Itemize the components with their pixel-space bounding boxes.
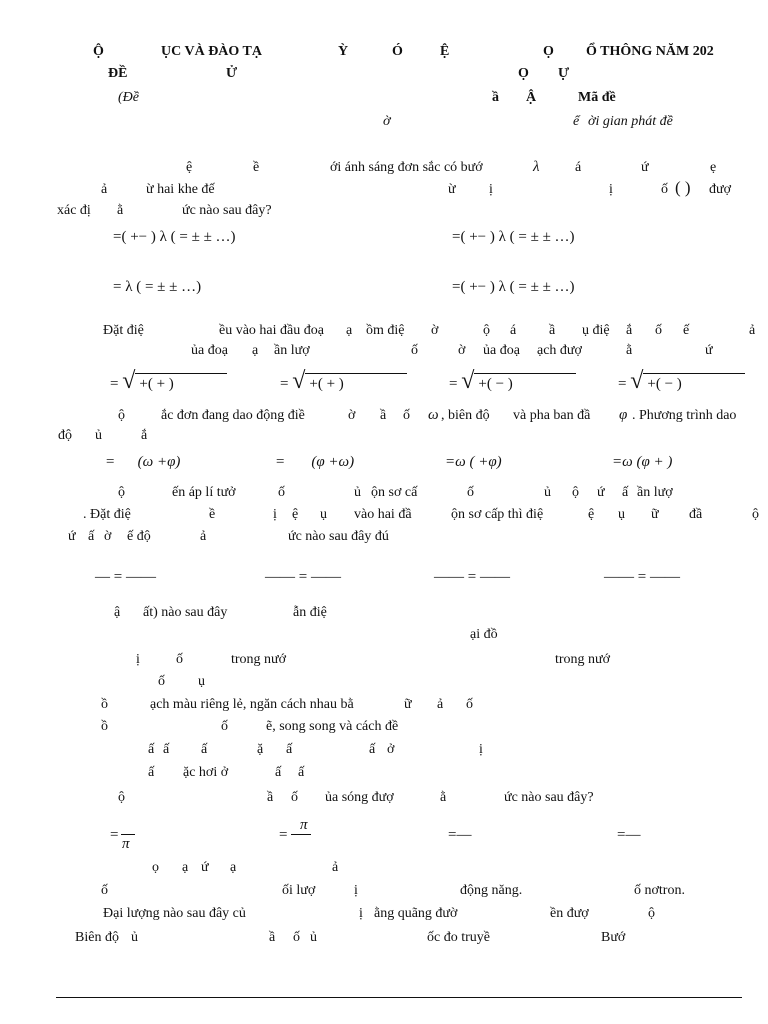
- question-text: ộ: [572, 485, 579, 500]
- option-c[interactable]: [445, 453, 502, 471]
- sqrt-sign: √: [630, 368, 644, 394]
- question-text: ứ: [68, 529, 76, 544]
- question-text: á: [575, 160, 582, 175]
- question-text: ạ: [182, 860, 189, 875]
- option-d[interactable]: trong nướ: [555, 652, 611, 667]
- question-text: ằng quãng đườ: [374, 906, 458, 921]
- option-formula: =ω ( +φ): [445, 454, 502, 470]
- question-text: ức nào sau đây?: [182, 203, 272, 218]
- option-c[interactable]: trong nướ: [231, 652, 287, 667]
- question-text: á: [510, 323, 517, 338]
- option-b[interactable]: [265, 568, 341, 586]
- option-a[interactable]: ố: [101, 883, 108, 898]
- option-formula: =: [279, 827, 288, 843]
- question-text: ố: [467, 485, 474, 500]
- question-text: vào hai đầ: [354, 507, 412, 522]
- option-c[interactable]: [434, 568, 510, 586]
- option-d[interactable]: [612, 453, 672, 471]
- header-text: Ậ: [526, 90, 537, 105]
- option-a[interactable]: = (ω +φ): [105, 454, 181, 470]
- question-text: ần lượ: [637, 485, 673, 500]
- question-text: . Phương trình dao: [632, 408, 737, 423]
- question-text: ố: [403, 408, 410, 423]
- option-a[interactable]: = √ +( + ): [110, 370, 227, 393]
- sqrt-sign: √: [461, 368, 475, 394]
- question-text: ủ: [354, 485, 361, 500]
- question-text: ẽ, song song và cách đề: [266, 719, 399, 734]
- question-text: đượ: [709, 182, 731, 197]
- question-text: ứ: [201, 860, 209, 875]
- question-text: ầ: [267, 790, 274, 805]
- question-text: ắ: [141, 428, 148, 443]
- question-text: ụ: [198, 674, 205, 689]
- time-note: ời gian phát đề: [588, 114, 673, 129]
- question-text: ạ: [252, 343, 259, 358]
- question-text: ấ: [88, 529, 95, 544]
- question-text: ữ: [404, 697, 412, 712]
- option-b[interactable]: ại đồ: [470, 627, 498, 642]
- header-text: Ử: [226, 66, 238, 81]
- question-text: ộ: [752, 507, 759, 522]
- question-text: ới ánh sáng đơn sắc có bướ: [330, 160, 483, 175]
- question-text: ẫn điệ: [293, 605, 327, 620]
- sqrt-sign: √: [122, 368, 136, 394]
- question-text: ắc đơn đang dao động điề: [161, 408, 305, 423]
- option-d[interactable]: = √ +( − ): [618, 370, 745, 393]
- question-text: ứ: [705, 343, 713, 358]
- question-text: ấ: [163, 742, 170, 757]
- question-text: ặ: [257, 742, 264, 757]
- header-text: ầ: [492, 90, 499, 105]
- question-text: ền đượ: [550, 906, 589, 921]
- lambda-symbol: λ: [533, 159, 540, 175]
- question-text: ều vào hai đầu đoạ: [219, 323, 324, 338]
- footer-divider: [56, 997, 742, 998]
- question-text: . Đặt điệ: [83, 507, 131, 522]
- header-text: Ó: [392, 44, 403, 59]
- option-b[interactable]: = √ +( + ): [280, 370, 407, 393]
- question-text: ấ: [201, 742, 208, 757]
- question-text: ị: [489, 182, 493, 197]
- header-note: ể: [573, 114, 580, 129]
- question-text: ị: [273, 507, 277, 522]
- option-c[interactable]: [448, 826, 471, 844]
- question-text: ấ: [275, 765, 282, 780]
- question-text: ấ: [286, 742, 293, 757]
- question-text: đầ: [689, 507, 703, 522]
- question-text: ờ: [348, 408, 356, 423]
- question-text: ộn sơ cấp thì điệ: [451, 507, 544, 522]
- question-text: ị: [359, 906, 363, 921]
- fraction-bar: [291, 834, 311, 835]
- question-text: ộ: [118, 485, 125, 500]
- question-text: ố: [661, 182, 668, 197]
- option-formula: — = ——: [95, 569, 156, 585]
- question-text: ụ: [320, 507, 327, 522]
- header-text: Ệ: [440, 44, 450, 59]
- question-text: ủa đoạ: [483, 343, 520, 358]
- option-formula: (ω +φ): [137, 454, 181, 470]
- option-b[interactable]: [452, 228, 575, 246]
- option-b[interactable]: = (φ +ω): [275, 454, 355, 470]
- option-formula: =ω (φ + ): [612, 454, 673, 470]
- option-formula: —— = ——: [434, 569, 510, 585]
- question-text: , biên độ: [441, 408, 490, 423]
- question-text: ằ: [626, 343, 633, 358]
- option-formula: —— = ——: [265, 569, 341, 585]
- option-formula: =—: [448, 827, 472, 843]
- question-text: ấ: [622, 485, 629, 500]
- question-text: ố: [278, 485, 285, 500]
- header-text: ĐỀ: [108, 66, 128, 81]
- question-text: ố: [221, 719, 228, 734]
- question-text: ờ: [431, 323, 439, 338]
- question-text: ố: [176, 652, 183, 667]
- header-text: Ỳ: [338, 44, 349, 59]
- question-text: ủa đoạ: [191, 343, 228, 358]
- question-text: ạ: [346, 323, 353, 338]
- question-text: ần lượ: [274, 343, 310, 358]
- option-formula: =: [110, 827, 119, 843]
- question-text: ệ: [588, 507, 595, 522]
- option-b[interactable]: ầ: [269, 930, 276, 945]
- option-formula: —— = ——: [604, 569, 680, 585]
- question-text: ị: [136, 652, 140, 667]
- question-text: ứ: [641, 160, 649, 175]
- question-text: ậ: [114, 605, 121, 620]
- option-formula: (φ +ω): [311, 454, 355, 470]
- question-text: ộ: [648, 906, 655, 921]
- question-text: ộ: [118, 408, 125, 423]
- question-text: ữ: [651, 507, 659, 522]
- question-text: ộ: [483, 323, 490, 338]
- option-formula: =( +− ) λ ( = ± ± …): [452, 279, 575, 295]
- option-formula: +( + ): [135, 373, 227, 393]
- option-formula: = λ ( = ± ± …): [113, 279, 202, 295]
- pi-symbol: π: [122, 836, 130, 852]
- question-text: ờ: [104, 529, 112, 544]
- option-c[interactable]: = √ +( − ): [449, 370, 576, 393]
- question-text: ủ: [95, 428, 102, 443]
- header-note: (Đề: [118, 90, 139, 105]
- question-text: ủ: [131, 930, 138, 945]
- question-text: ức nào sau đây?: [504, 790, 594, 805]
- option-a[interactable]: [113, 228, 236, 246]
- question-text: ạch đượ: [537, 343, 582, 358]
- header-text: Ộ: [93, 44, 104, 59]
- question-text: ọ: [152, 860, 159, 875]
- question-text: ừ hai khe đế: [146, 182, 215, 197]
- question-text: ở: [387, 742, 395, 757]
- question-text: ức nào sau đây đú: [288, 529, 389, 544]
- question-text: ố: [158, 674, 165, 689]
- question-text: ệ: [186, 160, 193, 175]
- option-formula: +( − ): [474, 373, 576, 393]
- option-d[interactable]: ố nơtron.: [634, 883, 685, 898]
- question-text: ừ: [448, 182, 456, 197]
- question-text: ạ: [230, 860, 237, 875]
- question-text: Đặt điệ: [103, 323, 144, 338]
- question-text: ả: [437, 697, 444, 712]
- option-b[interactable]: ối lượ: [282, 883, 316, 898]
- question-text: ố: [466, 697, 473, 712]
- question-text: ẹ: [710, 160, 717, 175]
- question-text: ộ: [118, 790, 125, 805]
- option-a[interactable]: Biên độ: [75, 930, 119, 945]
- option-a[interactable]: ồ: [101, 697, 108, 712]
- option-a[interactable]: [110, 826, 118, 844]
- question-text: ủ: [544, 485, 551, 500]
- option-c[interactable]: [113, 278, 201, 296]
- question-text: ứ: [597, 485, 605, 500]
- pi-symbol: π: [300, 817, 308, 833]
- question-text: ị: [354, 883, 358, 898]
- option-d[interactable]: [452, 278, 575, 296]
- question-text: xác đị: [57, 203, 91, 218]
- question-text: ả: [101, 182, 108, 197]
- question-text: độ: [58, 428, 72, 443]
- question-text: ế: [683, 323, 690, 338]
- question-text: ả: [749, 323, 756, 338]
- question-text: ến áp lí tưở: [172, 485, 236, 500]
- question-text: ằ: [440, 790, 447, 805]
- option-formula: +( + ): [305, 373, 407, 393]
- question-text: ủ: [310, 930, 317, 945]
- option-c[interactable]: ấ: [148, 742, 155, 757]
- sqrt-sign: √: [292, 368, 306, 394]
- question-text: ằ: [117, 203, 124, 218]
- option-formula: +( − ): [643, 373, 745, 393]
- question-text: ồm điệ: [366, 323, 405, 338]
- option-a[interactable]: [95, 568, 156, 586]
- question-text: ấ: [298, 765, 305, 780]
- exam-code-label: Mã đề: [578, 90, 616, 105]
- phi-symbol: φ: [619, 407, 628, 423]
- question-text: ất) nào sau đây: [143, 605, 228, 620]
- question-text: ố: [655, 323, 662, 338]
- option-formula: =( +− ) λ ( = ± ± …): [113, 229, 236, 245]
- question-text: ị: [479, 742, 483, 757]
- question-text: Đại lượng nào sau đây củ: [103, 906, 246, 921]
- header-text: Ự: [558, 66, 570, 81]
- option-b[interactable]: ồ: [101, 719, 108, 734]
- option-b[interactable]: [279, 826, 287, 844]
- question-text: và pha ban đầ: [513, 408, 591, 423]
- question-text: ắ: [626, 323, 633, 338]
- question-text: ờ: [458, 343, 466, 358]
- exam-title: Ổ THÔNG NĂM 202: [586, 44, 714, 59]
- question-text: ủa sóng đượ: [325, 790, 394, 805]
- omega-symbol: ω: [428, 407, 439, 423]
- option-d[interactable]: Bướ: [601, 930, 626, 945]
- question-text: ụ điệ: [582, 323, 610, 338]
- question-text: ị: [609, 182, 613, 197]
- question-text: ệ: [292, 507, 299, 522]
- header-text: ỤC VÀ ĐÀO TẠ: [161, 44, 262, 59]
- question-text: ạch màu riêng lẻ, ngăn cách nhau bằ: [150, 697, 354, 712]
- question-text: ả: [200, 529, 207, 544]
- header-text: Ọ: [518, 66, 529, 81]
- option-d[interactable]: [604, 568, 680, 586]
- option-formula: =—: [617, 827, 641, 843]
- question-text: ả: [332, 860, 339, 875]
- question-text: ề: [209, 507, 216, 522]
- question-text: ầ: [380, 408, 387, 423]
- question-text: ặc hơi ở: [183, 765, 229, 780]
- header-text: Ọ: [543, 44, 554, 59]
- header-note: ờ: [383, 114, 391, 129]
- question-text: ố: [291, 790, 298, 805]
- question-text: ố: [411, 343, 418, 358]
- option-c[interactable]: động năng.: [460, 883, 523, 898]
- question-text: ố: [293, 930, 300, 945]
- question-text: ấ: [369, 742, 376, 757]
- question-text: ề: [253, 160, 260, 175]
- option-d[interactable]: [617, 826, 640, 844]
- question-text: ộn sơ cấ: [371, 485, 418, 500]
- option-formula: =( +− ) λ ( = ± ± …): [452, 229, 575, 245]
- question-text: ( ): [675, 178, 691, 197]
- option-d[interactable]: ấ: [148, 765, 155, 780]
- option-c[interactable]: ốc đo truyề: [427, 930, 490, 945]
- question-text: ụ: [618, 507, 625, 522]
- question-text: ầ: [549, 323, 556, 338]
- fraction-bar: [121, 834, 135, 835]
- question-text: ế độ: [127, 529, 151, 544]
